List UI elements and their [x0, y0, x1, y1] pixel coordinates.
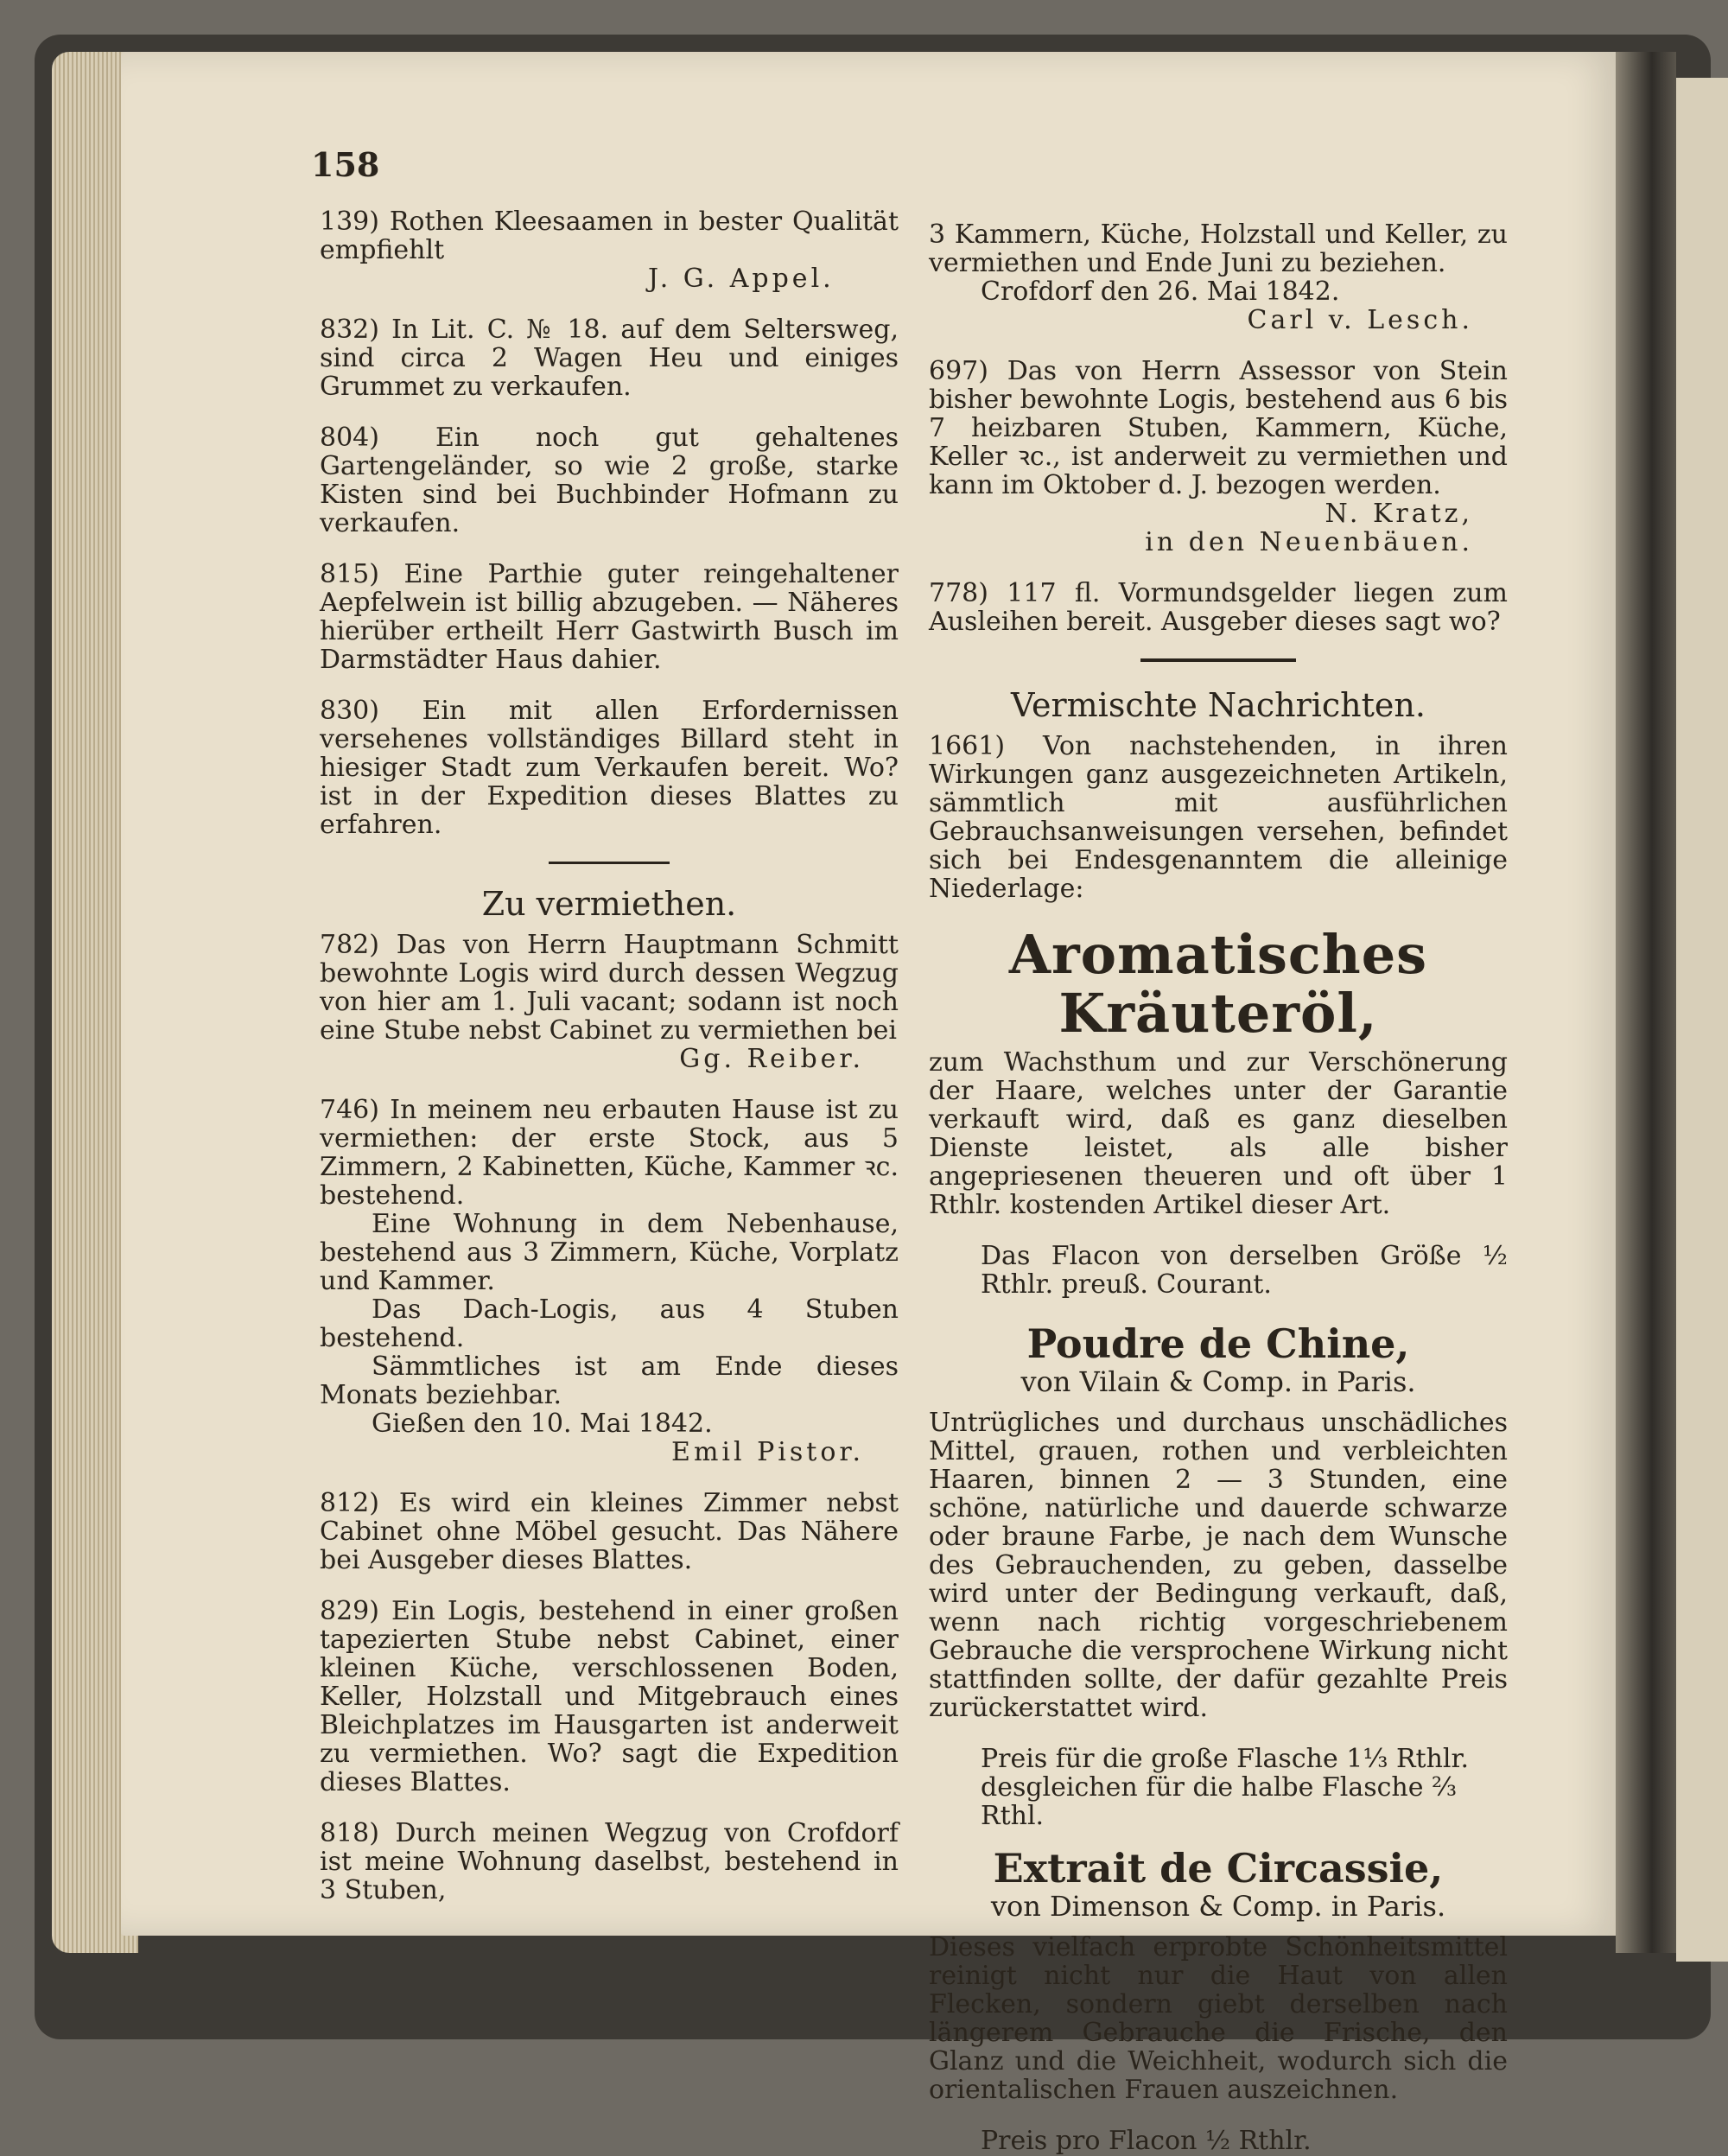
- product-title: Aromatisches Kräuteröl,: [1008, 923, 1428, 1045]
- ad-818: 818) Durch meinen Wegzug von Crofdorf ist meine Wohnung daselbst, bestehend in 3 Stuben,: [320, 1818, 899, 1905]
- book-gutter: [1616, 52, 1676, 1953]
- ad-746: [320, 1096, 899, 1466]
- product-description: zum Wachsthum und zur Verschönerung der Haare, welches unter der Garantie verkauft wird, daß es ganz dieselben Dienste leistet, als alle bisher angepriesenen theueren und oft über 1 Rthlr. kostenden Artikel dieser Art.: [929, 1047, 1508, 1220]
- page-number: 158: [311, 145, 380, 184]
- facing-page-edge: [1676, 78, 1728, 1962]
- ad-778: 778) 117 fl. Vormundsgelder liegen zum Ausleihen bereit. Ausgeber dieses sagt wo?: [929, 578, 1508, 637]
- product-price: Das Flacon von derselben Größe ½ Rthlr. preuß. Courant.: [981, 1241, 1508, 1300]
- ad-signature-place: in den Neuenbäuen.: [1145, 527, 1473, 557]
- product-price: Preis für die große Flasche 1⅓ Rthlr.: [981, 1744, 1470, 1774]
- right-column: [929, 220, 1508, 2155]
- product-description: Dieses vielfach erprobte Schönheitsmittel reinigt nicht nur die Haut von allen Flecken, sondern giebt derselben nach längerem Gebrauche die Frische, den Glanz und die Weichheit, wodurch sich die orientalischen Frauen auszeichnen.: [929, 1932, 1508, 2105]
- product-maker: von Dimenson & Comp. in Paris.: [990, 1890, 1446, 1923]
- ad-1661: 1661) Von nachstehenden, in ihren Wirkungen ganz ausgezeichneten Artikeln, sämmtlich mit ausführlichen Gebrauchsanweisungen versehen, befindet sich bei Endesgenanntem die alleinige Niederlage:: [929, 731, 1508, 904]
- ad-signature: N. Kratz,: [1325, 499, 1473, 529]
- ad-815: 815) Eine Parthie guter reingehaltener Aepfelwein ist billig abzugeben. — Näheres hierüber ertheilt Herr Gastwirth Busch im Darmstädter Haus dahier.: [320, 559, 899, 675]
- ad-804: 804) Ein noch gut gehaltenes Gartengeländer, so wie 2 große, starke Kisten sind bei Buchbinder Hofmann zu verkaufen.: [320, 423, 899, 538]
- product-title: Extrait de Circassie,: [993, 1845, 1444, 1892]
- ad-830: 830) Ein mit allen Erfordernissen versehenes vollständiges Billard steht in hiesiger Stadt zum Verkaufen bereit. Wo? ist in der Expedition dieses Blattes zu erfahren.: [320, 696, 899, 840]
- product-title: Poudre de Chine,: [1026, 1320, 1410, 1367]
- left-column: [320, 207, 899, 1927]
- ad-782: [320, 931, 899, 1073]
- ad-signature: Emil Pistor.: [671, 1437, 864, 1467]
- ad-text: 697) Das von Herrn Assessor von Stein bisher bewohnte Logis, bestehend aus 6 bis 7 heizbaren Stuben, Kammern, Küche, Keller ꝛc., ist anderweit zu vermiethen und kann im Oktober d. J. bezogen werden.: [929, 356, 1508, 500]
- product-price: Preis pro Flacon ½ Rthlr.: [981, 2126, 1312, 2156]
- ad-line: Gießen den 10. Mai 1842.: [372, 1409, 713, 1439]
- ad-signature: Gg. Reiber.: [679, 1044, 864, 1074]
- section-heading: Vermischte Nachrichten.: [1011, 686, 1426, 724]
- ad-text: 782) Das von Herrn Hauptmann Schmitt bewohnte Logis wird durch dessen Wegzug von hier am 1. Juli vacant; sodann ist noch eine Stube nebst Cabinet zu vermiethen bei: [320, 930, 899, 1046]
- ad-place-date: Crofdorf den 26. Mai 1842.: [981, 277, 1340, 307]
- ad-line: Eine Wohnung in dem Nebenhause, bestehend aus 3 Zimmern, Küche, Vorplatz und Kammer.: [320, 1209, 899, 1296]
- ad-signature: Carl v. Lesch.: [1247, 305, 1473, 335]
- ad-818-continued: [929, 220, 1508, 334]
- product-description: Untrügliches und durchaus unschädliches Mittel, grauen, rothen und verbleichten Haaren, binnen 2 — 3 Stunden, eine schöne, natürliche und dauerde schwarze oder braune Farbe, je nach dem Wunsche des Gebrauchenden, zu geben, dasselbe wird unter der Bedingung verkauft, daß, wenn nach richtig vorgeschriebenem Gebrauche die versprochene Wirkung nicht stattfinden sollte, der dafür gezahlte Preis zurückerstattet wird.: [929, 1408, 1508, 1723]
- ad-line: Das Dach-Logis, aus 4 Stuben bestehend.: [320, 1294, 899, 1353]
- ad-829: 829) Ein Logis, bestehend in einer großen tapezierten Stube nebst Cabinet, einer kleinen Küche, verschlossenen Boden, Keller, Holzstall und Mitgebrauch eines Bleichplatzes im Hausgarten ist anderweit zu vermiethen. Wo? sagt die Expedition dieses Blattes.: [320, 1596, 899, 1797]
- section-heading: Zu vermiethen.: [481, 885, 737, 923]
- section-divider: [549, 862, 670, 864]
- product-price: desgleichen für die halbe Flasche ⅔ Rthl.: [981, 1772, 1458, 1831]
- ad-text: 3 Kammern, Küche, Holzstall und Keller, zu vermiethen und Ende Juni zu beziehen.: [929, 219, 1508, 278]
- ad-812: 812) Es wird ein kleines Zimmer nebst Cabinet ohne Möbel gesucht. Das Nähere bei Ausgeber dieses Blattes.: [320, 1488, 899, 1575]
- ad-signature: J. G. Appel.: [648, 264, 835, 294]
- ad-697: [929, 357, 1508, 556]
- ad-line: Sämmtliches ist am Ende dieses Monats beziehbar.: [320, 1351, 899, 1410]
- ad-832: 832) In Lit. C. № 18. auf dem Seltersweg, sind circa 2 Wagen Heu und einiges Grummet zu verkaufen.: [320, 315, 899, 402]
- ad-text: 139) Rothen Kleesaamen in bester Qualität empfiehlt: [320, 207, 899, 265]
- ad-text: 746) In meinem neu erbauten Hause ist zu vermiethen: der erste Stock, aus 5 Zimmern, 2 Kabinetten, Küche, Kammer ꝛc. bestehend.: [320, 1095, 899, 1211]
- ad-139: [320, 207, 899, 293]
- product-maker: von Vilain & Comp. in Paris.: [1020, 1365, 1416, 1398]
- section-divider: [1140, 658, 1296, 662]
